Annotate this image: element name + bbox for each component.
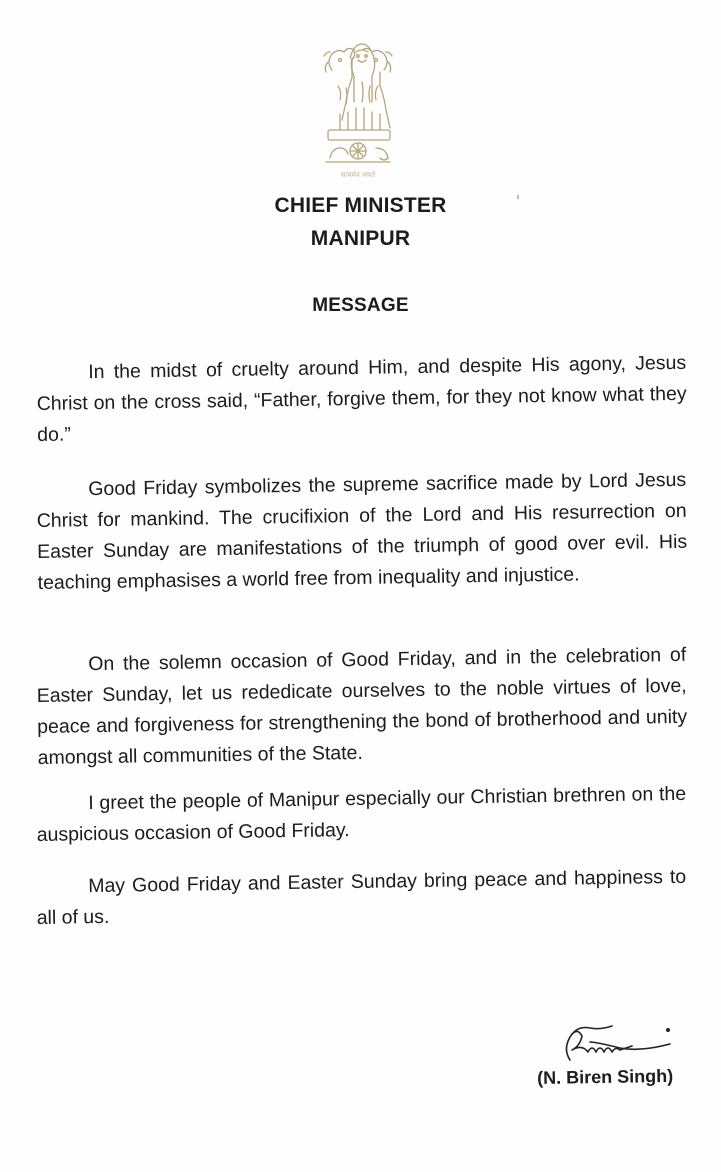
state-name: MANIPUR <box>310 227 411 250</box>
message-paragraph: In the midst of cruelty around Him, and despite His agony, Jesus Christ on the cross said, “Father, forgive them, for they not know what they do.” <box>36 351 687 446</box>
message-paragraph: May Good Friday and Easter Sunday bring peace and happiness to all of us. <box>36 865 687 929</box>
message-paragraph: Good Friday symbolizes the supreme sacrifice made by Lord Jesus Christ for mankind. The crucifixion of the Lord and His resurrection on Easter Sunday are manifestations of the triumph of good over evil. His teaching emphasises a world free from inequality and injustice. <box>36 468 688 594</box>
message-paragraph: On the solemn occasion of Good Friday, and in the celebration of Easter Sunday, let us rededicate ourselves to the noble virtues of love, peace and forgiveness for strengthening the bond of brotherhood and unity amongst all communities of the State. <box>36 643 688 769</box>
document-type-title: MESSAGE <box>312 295 409 316</box>
message-paragraph: I greet the people of Manipur especially our Christian brethren on the auspicious occasion of Good Friday. <box>36 782 687 846</box>
signatory-name: (N. Biren Singh) <box>537 1065 674 1088</box>
state-emblem-icon <box>318 36 398 184</box>
office-title: CHIEF MINISTER <box>274 194 447 217</box>
emblem-motto: सत्यमेव जयते <box>340 171 376 179</box>
signature-icon <box>560 1020 678 1066</box>
